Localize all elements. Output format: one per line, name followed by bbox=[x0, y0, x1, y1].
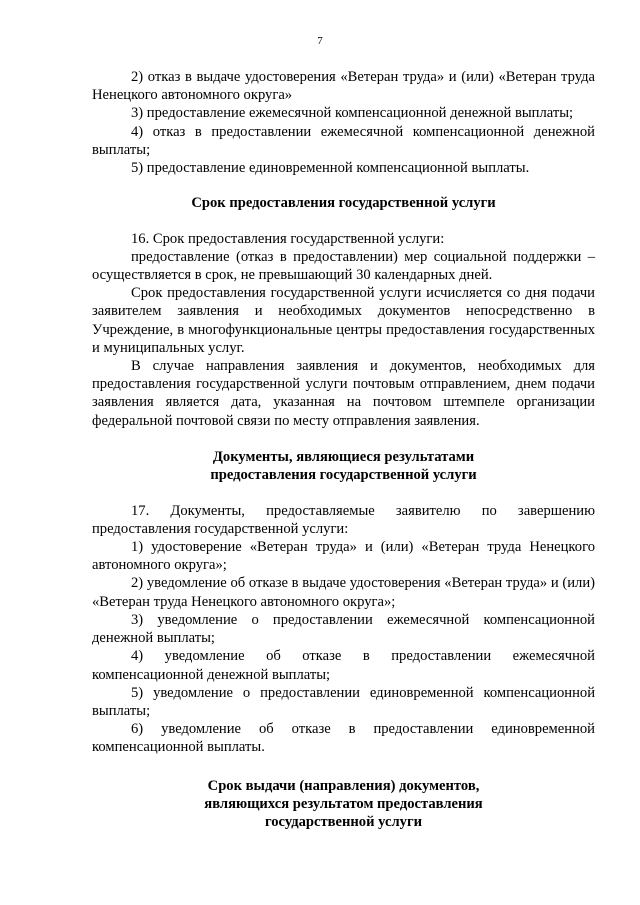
heading-service-term bbox=[92, 194, 595, 212]
heading-service-term-text: Срок предоставления государственной услуги bbox=[191, 195, 496, 212]
heading-issue-term bbox=[92, 777, 595, 832]
page-content bbox=[92, 68, 595, 832]
result-item-4: 4) отказ в предоставлении ежемесячной компенсационной денежной выплаты; bbox=[92, 123, 595, 158]
heading-issue-term-line-3: государственной услуги bbox=[264, 814, 423, 831]
clause-16: 16. Срок предоставления государственной услуги: bbox=[131, 230, 445, 247]
heading-result-documents bbox=[92, 448, 595, 485]
document-item-1: 1) удостоверение «Ветеран труда» и (или) «Ветеран труда Ненецкого автономного округа»; bbox=[92, 539, 595, 574]
result-item-5: 5) предоставление единовременной компенсационной выплаты. bbox=[131, 160, 530, 177]
clause-16-text: предоставление (отказ в предоставлении) мер социальной поддержки – осуществляется в срок, не превышающий 30 календарных дней. bbox=[92, 248, 595, 284]
document-item-3: 3) уведомление о предоставлении ежемесячной компенсационной денежной выплаты; bbox=[92, 611, 595, 647]
clause-17: 17. Документы, предоставляемые заявителю по завершению предоставления государственной услуги: bbox=[92, 502, 595, 537]
document-item-6: 6) уведомление об отказе в предоставлении единовременной компенсационной выплаты. bbox=[92, 721, 595, 756]
heading-issue-term-line-1: Срок выдачи (направления) документов, bbox=[207, 777, 480, 794]
result-item-2: 2) отказ в выдаче удостоверения «Ветеран труда» и (или) «Ветеран труда Ненецкого автономного округа» bbox=[92, 69, 595, 104]
document-item-4: 4) уведомление об отказе в предоставлении ежемесячной компенсационной денежной выплаты; bbox=[92, 648, 595, 683]
page-number: 7 bbox=[317, 35, 323, 47]
term-calculation-paragraph: Срок предоставления государственной услуги исчисляется со дня подачи заявителем заявления и необходимых документов непосредственно в Учреждение, в многофункциональные центры предоставления государственных и муниципальных услуг. bbox=[92, 285, 595, 356]
postal-submission-paragraph: В случае направления заявления и документов, необходимых для предоставления государственной услуги почтовым отправлением, днем подачи заявления является дата, указанная на почтовом штемпеле организации федеральной почтовой связи по месту отправления заявления. bbox=[92, 358, 595, 429]
result-item-3: 3) предоставление ежемесячной компенсационной денежной выплаты; bbox=[131, 105, 574, 122]
heading-issue-term-line-2: являющихся результатом предоставления bbox=[204, 795, 483, 812]
document-item-5: 5) уведомление о предоставлении единовременной компенсационной выплаты; bbox=[92, 684, 595, 719]
heading-result-documents-line-1: Документы, являющиеся результатами bbox=[212, 448, 475, 465]
heading-result-documents-line-2: предоставления государственной услуги bbox=[210, 467, 477, 484]
document-item-2: 2) уведомление об отказе в выдаче удостоверения «Ветеран труда» и (или) «Ветеран труда Ненецкого автономного округа»; bbox=[92, 575, 595, 610]
